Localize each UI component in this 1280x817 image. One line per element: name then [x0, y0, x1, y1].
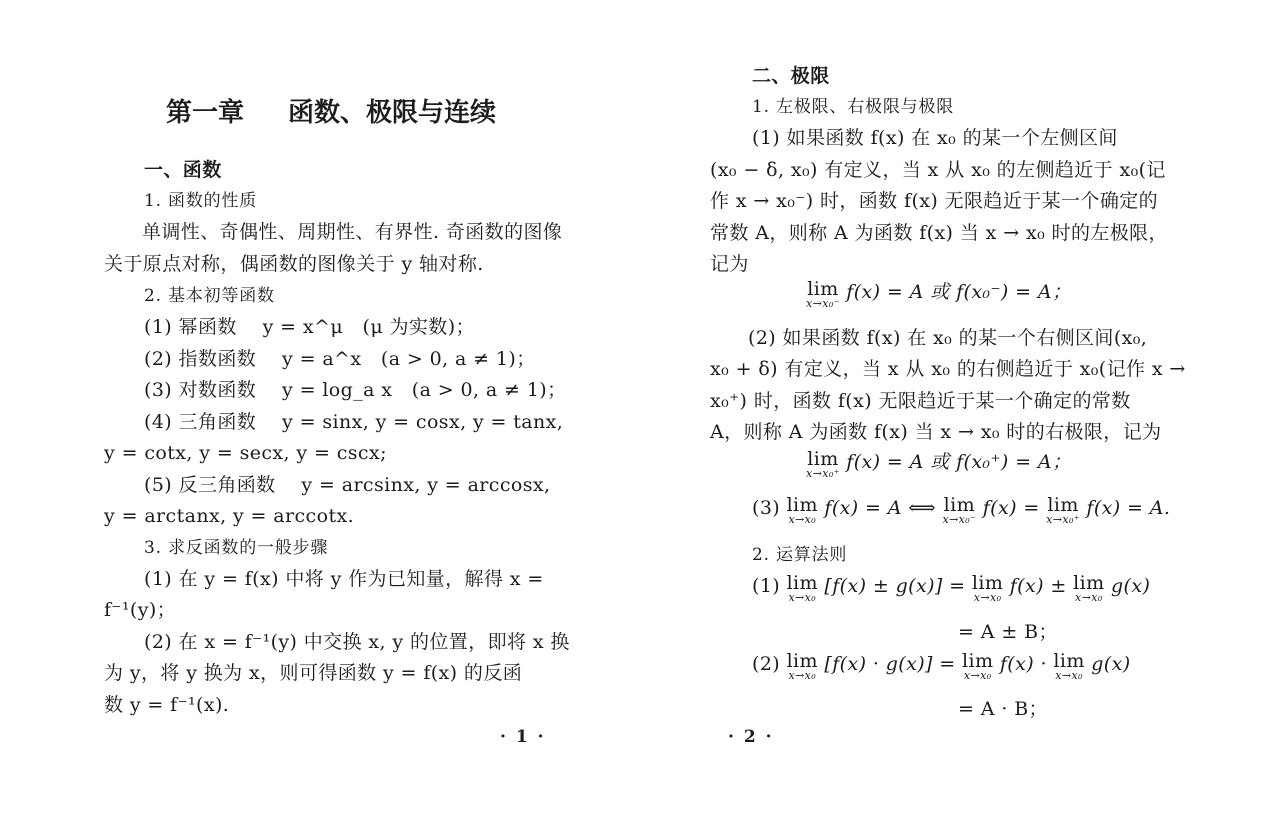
paragraph-line: 记为	[710, 253, 749, 275]
step-line: f⁻¹(y)；	[104, 599, 177, 621]
formula-limit-equivalence: (3) lim x→x₀ f(x) = A ⟺ lim x→x₀⁻ f(x) = lim x→x₀⁺ f(x) = A.	[752, 494, 1171, 526]
list-item: (5) 反三角函数 y = arcsinx, y = arccosx,	[144, 474, 551, 496]
lim-operator: lim x→x₀⁻	[942, 494, 977, 526]
paragraph-line: 常数 A，则称 A 为函数 f(x) 当 x → x₀ 时的左极限，	[710, 222, 1168, 244]
lim-operator: lim x→x₀	[962, 650, 994, 682]
formula-right-limit	[806, 450, 1071, 480]
step-line: (1) 在 y = f(x) 中将 y 作为已知量，解得 x =	[144, 568, 544, 590]
lim-operator: lim x→x₀	[786, 650, 818, 682]
left-page	[104, 0, 570, 817]
lim-operator: lim x→x₀	[786, 494, 818, 526]
list-item-continuation: y = cotx, y = secx, y = cscx;	[104, 442, 387, 464]
subsection-heading: 2. 运算法则	[752, 545, 848, 565]
chapter-name: 函数、极限与连续	[288, 98, 497, 128]
paragraph-line: 关于原点对称，偶函数的图像关于 y 轴对称.	[104, 253, 484, 275]
paragraph-line: (x₀ − δ, x₀) 有定义，当 x 从 x₀ 的左侧趋近于 x₀(记	[710, 159, 1166, 181]
formula-label: (3)	[752, 497, 781, 519]
step-line: (2) 在 x = f⁻¹(y) 中交换 x, y 的位置，即将 x 换	[144, 631, 570, 653]
paragraph-line: (1) 如果函数 f(x) 在 x₀ 的某一个左侧区间	[752, 127, 1118, 149]
paragraph-line: 单调性、奇偶性、周期性、有界性. 奇函数的图像	[142, 221, 563, 243]
formula-product-rule: (2) lim x→x₀ [f(x) · g(x)] = lim x→x₀ f(x) · lim x→x₀ g(x)	[752, 650, 1131, 682]
list-item-continuation: y = arctanx, y = arccotx.	[104, 505, 355, 527]
section-heading-functions: 一、函数	[144, 159, 222, 181]
lim-operator: lim x→x₀	[786, 572, 818, 604]
formula-sum-rule: (1) lim x→x₀ [f(x) ± g(x)] = lim x→x₀ f(x) ± lim x→x₀ g(x)	[752, 572, 1151, 604]
list-item: (1) 幂函数 y = x^μ (μ 为实数)；	[144, 316, 475, 338]
section-heading-limits: 二、极限	[752, 65, 830, 87]
list-item: (3) 对数函数 y = log_a x (a > 0, a ≠ 1)；	[144, 379, 567, 401]
formula-result: = A ± B；	[958, 621, 1058, 643]
paragraph-line: x₀⁺) 时，函数 f(x) 无限趋近于某一个确定的常数	[710, 390, 1131, 412]
lim-operator: lim x→x₀⁺	[1046, 494, 1080, 526]
list-item: (2) 指数函数 y = a^x (a > 0, a ≠ 1)；	[144, 348, 536, 370]
formula-left-limit	[806, 280, 1071, 310]
subsection-heading: 3. 求反函数的一般步骤	[144, 538, 329, 558]
paragraph-line: (2) 如果函数 f(x) 在 x₀ 的某一个右侧区间(x₀,	[748, 327, 1148, 349]
page-number: · 1 ·	[500, 727, 546, 747]
lim-operator: lim x→x₀⁻	[806, 278, 840, 310]
subsection-heading: 1. 左极限、右极限与极限	[752, 97, 955, 117]
list-item: (4) 三角函数 y = sinx, y = cosx, y = tanx,	[144, 411, 564, 433]
formula-result: = A · B；	[958, 698, 1048, 720]
lim-operator: lim x→x₀⁺	[806, 448, 840, 480]
chapter-title	[166, 96, 496, 130]
lim-operator: lim x→x₀	[1073, 572, 1105, 604]
paragraph-line: A，则称 A 为函数 f(x) 当 x → x₀ 时的右极限，记为	[710, 421, 1162, 443]
subsection-heading: 1. 函数的性质	[144, 191, 258, 211]
formula-text: f(x) = A 或 f(x₀⁺) = A；	[846, 451, 1072, 473]
formula-text: f(x) = A 或 f(x₀⁻) = A；	[846, 281, 1072, 303]
step-line: 为 y，将 y 换为 x，则可得函数 y = f(x) 的反函	[104, 662, 523, 684]
subsection-heading: 2. 基本初等函数	[144, 286, 275, 306]
chapter-number: 第一章	[166, 98, 245, 128]
lim-operator: lim x→x₀	[971, 572, 1004, 604]
lim-operator: lim x→x₀	[1053, 650, 1085, 682]
page-number: · 2 ·	[728, 727, 774, 747]
step-line: 数 y = f⁻¹(x).	[104, 694, 230, 716]
paragraph-line: x₀ + δ) 有定义，当 x 从 x₀ 的右侧趋近于 x₀(记作 x →	[710, 358, 1186, 380]
right-page	[710, 0, 1186, 817]
paragraph-line: 作 x → x₀⁻) 时，函数 f(x) 无限趋近于某一个确定的	[710, 190, 1159, 212]
